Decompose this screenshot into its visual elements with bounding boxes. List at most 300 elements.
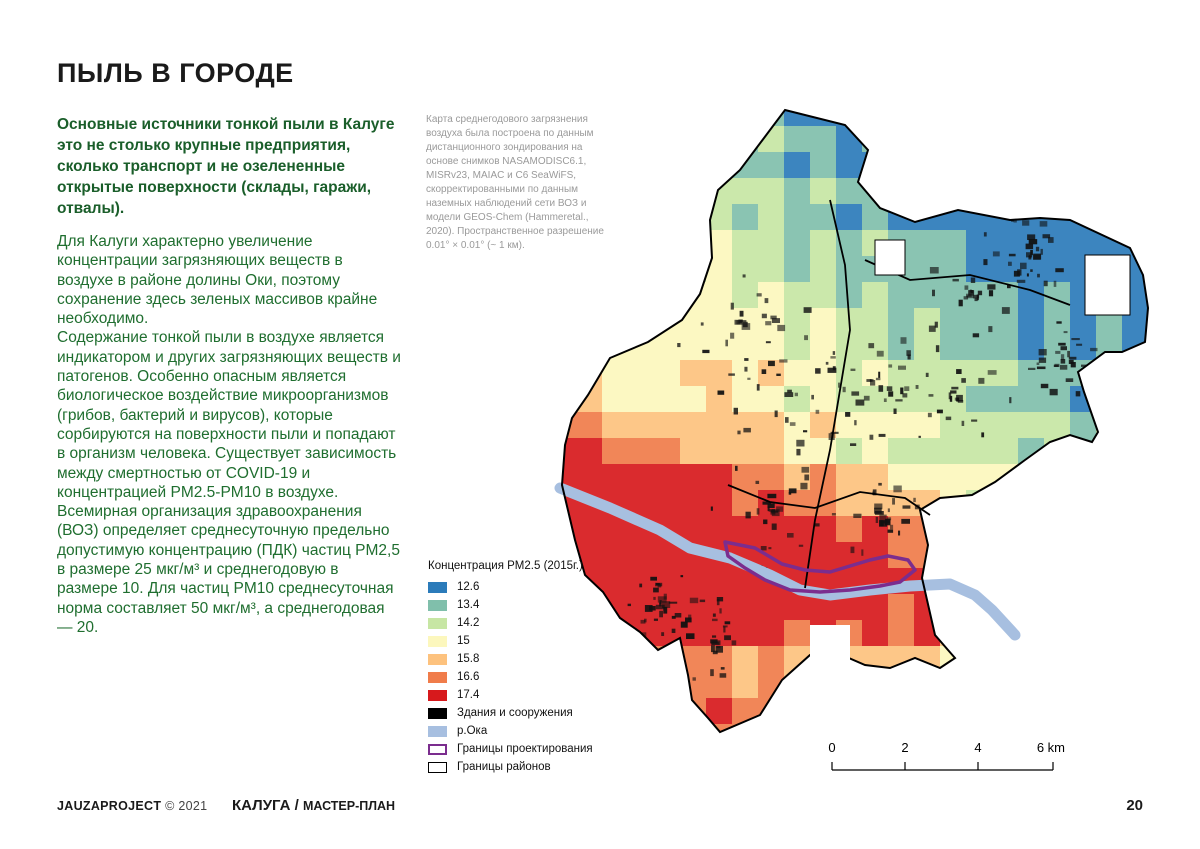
pm25-cell — [628, 256, 654, 282]
legend-swatch — [428, 582, 447, 593]
pm25-cell — [966, 620, 992, 646]
pm25-cell — [810, 672, 836, 698]
pm25-cell — [680, 672, 706, 698]
building — [712, 640, 721, 645]
pm25-cell — [836, 204, 862, 230]
pm25-cell — [628, 724, 654, 750]
building — [731, 303, 734, 310]
pm25-cell — [550, 204, 576, 230]
pm25-cell — [576, 438, 602, 464]
pm25-cell — [654, 178, 680, 204]
building — [1061, 359, 1066, 364]
pm25-cell — [680, 334, 706, 360]
pm25-cell — [654, 724, 680, 750]
pm25-cell — [654, 204, 680, 230]
building — [893, 486, 901, 493]
pm25-cell — [1018, 698, 1044, 724]
building — [658, 584, 662, 588]
pm25-cell — [966, 698, 992, 724]
pm25-cell — [602, 100, 628, 126]
pm25-cell — [1044, 568, 1070, 594]
pm25-cell — [706, 386, 732, 412]
legend-label: 13.4 — [457, 599, 480, 611]
pm25-cell — [966, 308, 992, 334]
building — [876, 517, 878, 523]
pm25-cell — [940, 464, 966, 490]
building — [1027, 273, 1029, 276]
building — [888, 391, 893, 396]
building — [1067, 351, 1070, 357]
scale-tick-label: 2 — [901, 740, 909, 755]
building — [880, 520, 883, 526]
pm25-cell — [914, 126, 940, 152]
building — [916, 385, 919, 389]
pm25-cell — [888, 152, 914, 178]
pm25-cell — [732, 516, 758, 542]
pm25-cell — [1044, 308, 1070, 334]
pm25-cell — [1096, 386, 1122, 412]
building — [901, 337, 907, 344]
pm25-cell — [784, 230, 810, 256]
building — [1071, 362, 1076, 367]
pm25-cell — [1070, 542, 1096, 568]
pm25-cell — [732, 438, 758, 464]
pm25-cell — [888, 308, 914, 334]
pm25-cell — [706, 100, 732, 126]
building — [653, 597, 655, 600]
building — [1008, 262, 1012, 266]
pm25-cell — [810, 698, 836, 724]
pm25-cell — [940, 100, 966, 126]
pm25-cell — [1018, 360, 1044, 386]
pm25-cell — [680, 204, 706, 230]
pm25-cell — [706, 438, 732, 464]
pm25-cell — [1148, 308, 1174, 334]
pm25-cell — [1096, 438, 1122, 464]
legend-swatch — [428, 726, 447, 737]
pm25-cell — [836, 152, 862, 178]
legend-swatch — [428, 762, 447, 773]
pm25-cell — [1096, 568, 1122, 594]
building — [765, 321, 771, 325]
building — [919, 436, 921, 438]
pm25-cell — [1096, 360, 1122, 386]
pm25-cell — [862, 282, 888, 308]
pm25-cell — [888, 360, 914, 386]
building — [864, 396, 870, 401]
pm25-cell — [992, 178, 1018, 204]
pm25-cell — [628, 126, 654, 152]
pm25-cell — [940, 672, 966, 698]
legend-swatch — [428, 744, 447, 755]
pm25-cell — [758, 386, 784, 412]
pm25-cell — [836, 360, 862, 386]
pm25-cell — [550, 386, 576, 412]
building — [811, 395, 814, 400]
pm25-cell — [628, 698, 654, 724]
pm25-cell — [940, 438, 966, 464]
building — [830, 356, 835, 359]
pm25-cell — [758, 438, 784, 464]
pm25-cell — [1122, 100, 1148, 126]
building — [929, 326, 936, 332]
pm25-cell — [654, 438, 680, 464]
building — [762, 314, 767, 319]
building — [870, 435, 874, 440]
pm25-cell — [732, 126, 758, 152]
pm25-cell — [680, 724, 706, 750]
pm25-cell — [940, 308, 966, 334]
building — [787, 390, 792, 393]
building — [968, 290, 974, 296]
pm25-cell — [1122, 126, 1148, 152]
pm25-cell — [914, 386, 940, 412]
pm25-cell — [1044, 672, 1070, 698]
pm25-cell — [1148, 542, 1174, 568]
legend-item-buildings — [428, 704, 628, 722]
building — [1056, 321, 1061, 323]
building — [894, 409, 897, 415]
pm25-cell — [940, 594, 966, 620]
legend-label: Границы проектирования — [457, 743, 593, 755]
pm25-cell — [1096, 152, 1122, 178]
building — [932, 290, 935, 297]
pm25-cell — [706, 282, 732, 308]
pm25-cell — [758, 412, 784, 438]
pm25-cell — [1122, 568, 1148, 594]
building — [978, 378, 984, 384]
pm25-cell — [576, 126, 602, 152]
pm25-cell — [654, 334, 680, 360]
pm25-cell — [1044, 594, 1070, 620]
pm25-cell — [888, 438, 914, 464]
pm25-cell — [706, 568, 732, 594]
pm25-cell — [1148, 464, 1174, 490]
building — [681, 575, 684, 577]
map-gap — [1085, 255, 1130, 315]
pm25-cell — [784, 412, 810, 438]
pm25-cell — [784, 594, 810, 620]
pm25-cell — [966, 230, 992, 256]
pm25-cell — [628, 152, 654, 178]
pm25-cell — [550, 360, 576, 386]
pm25-cell — [1044, 438, 1070, 464]
legend-label: 16.6 — [457, 671, 480, 683]
building — [743, 428, 751, 433]
pm25-cell — [1148, 230, 1174, 256]
pm25-cell — [992, 490, 1018, 516]
building — [1044, 281, 1048, 287]
building — [650, 577, 657, 581]
pm25-cell — [966, 152, 992, 178]
pm25-cell — [1148, 646, 1174, 672]
building — [868, 343, 874, 348]
building — [888, 508, 890, 512]
pm25-cell — [992, 334, 1018, 360]
pm25-cell — [1044, 152, 1070, 178]
building — [768, 547, 771, 549]
pm25-cell — [1096, 412, 1122, 438]
pm25-cell — [1148, 620, 1174, 646]
pm25-cell — [628, 672, 654, 698]
building — [761, 546, 767, 550]
pm25-cell — [888, 100, 914, 126]
building — [815, 368, 821, 374]
building — [718, 391, 725, 395]
pm25-cell — [1070, 100, 1096, 126]
building — [989, 290, 993, 296]
building — [789, 488, 797, 493]
building — [845, 412, 850, 417]
building — [1036, 247, 1039, 252]
pm25-cell — [654, 464, 680, 490]
pm25-cell — [914, 100, 940, 126]
building — [717, 599, 720, 605]
pm25-cell — [654, 698, 680, 724]
pm25-cell — [1018, 282, 1044, 308]
pm25-cell — [576, 334, 602, 360]
pm25-cell — [992, 516, 1018, 542]
building — [1055, 364, 1060, 367]
pm25-cell — [810, 230, 836, 256]
pm25-cell — [1122, 204, 1148, 230]
pm25-cell — [1122, 178, 1148, 204]
pm25-cell — [1018, 672, 1044, 698]
building — [732, 640, 737, 645]
pm25-cell — [680, 308, 706, 334]
building — [763, 520, 767, 525]
building — [851, 547, 855, 554]
pm25-cell — [992, 646, 1018, 672]
pm25-cell — [1148, 256, 1174, 282]
project-separator: / — [294, 797, 299, 814]
building — [1009, 254, 1016, 256]
pm25-cell — [1148, 516, 1174, 542]
building — [800, 483, 807, 490]
building — [879, 515, 886, 521]
building — [656, 605, 665, 610]
pm25-cell — [732, 334, 758, 360]
pm25-cell — [1018, 438, 1044, 464]
pm25-cell — [1070, 568, 1096, 594]
brand-name: JAUZAPROJECT — [57, 799, 162, 813]
pm25-cell — [654, 100, 680, 126]
pm25-cell — [628, 100, 654, 126]
pm25-cell — [1018, 308, 1044, 334]
building — [804, 475, 809, 481]
building — [987, 284, 995, 289]
pm25-cell — [1096, 698, 1122, 724]
pm25-cell — [758, 334, 784, 360]
building — [851, 369, 856, 371]
pm25-cell — [1096, 646, 1122, 672]
pm25-cell — [1096, 620, 1122, 646]
building — [710, 669, 714, 676]
pm25-cell — [1096, 464, 1122, 490]
lead-paragraph: Основные источники тонкой пыли в Калуге это не столько крупные предприятия, сколько транспорт и не озелененные открытые поверхности (склады, гаражи, отвалы). — [57, 116, 395, 217]
pm25-cell — [1018, 386, 1044, 412]
pm25-cell — [940, 490, 966, 516]
pm25-cell — [940, 152, 966, 178]
pm25-cell — [784, 126, 810, 152]
building — [645, 605, 653, 612]
building — [856, 400, 865, 406]
pm25-cell — [732, 490, 758, 516]
building — [901, 519, 910, 524]
pm25-cell — [1044, 620, 1070, 646]
legend-swatch — [428, 690, 447, 701]
building — [833, 351, 835, 355]
building — [879, 434, 886, 437]
pm25-cell — [550, 152, 576, 178]
pm25-cell — [602, 464, 628, 490]
pm25-cell — [888, 672, 914, 698]
pm25-cell — [888, 620, 914, 646]
building — [1017, 280, 1026, 283]
pm25-cell — [784, 724, 810, 750]
pm25-cell — [1122, 620, 1148, 646]
building — [776, 506, 783, 511]
building — [908, 355, 911, 360]
building — [888, 530, 894, 533]
pm25-cell — [966, 126, 992, 152]
pm25-cell — [602, 126, 628, 152]
pm25-cell — [1044, 542, 1070, 568]
page-title: ПЫЛЬ В ГОРОДЕ — [57, 58, 294, 88]
building — [712, 619, 718, 621]
pm25-cell — [732, 698, 758, 724]
building — [803, 430, 807, 432]
pm25-cell — [1096, 516, 1122, 542]
building — [686, 633, 695, 639]
building — [693, 677, 696, 680]
pm25-cell — [1148, 568, 1174, 594]
scale-tick-label: 6 km — [1036, 740, 1065, 755]
legend-class — [428, 614, 628, 632]
pm25-cell — [1096, 126, 1122, 152]
pm25-cell — [732, 672, 758, 698]
building — [900, 388, 903, 395]
pm25-cell — [628, 334, 654, 360]
pm25-cell — [1148, 698, 1174, 724]
building — [961, 378, 966, 383]
pm25-cell — [1148, 282, 1174, 308]
building — [1040, 221, 1048, 227]
pm25-cell — [758, 100, 784, 126]
project-city: КАЛУГА — [232, 797, 291, 814]
pm25-cell — [628, 412, 654, 438]
pm25-cell — [862, 308, 888, 334]
pm25-cell — [550, 282, 576, 308]
pm25-cell — [680, 438, 706, 464]
building — [772, 524, 777, 530]
building — [971, 278, 975, 284]
pm25-cell — [602, 282, 628, 308]
building — [796, 449, 800, 456]
pm25-cell — [862, 620, 888, 646]
pm25-cell — [758, 204, 784, 230]
legend-class — [428, 686, 628, 704]
building — [795, 393, 798, 397]
pm25-cell — [628, 438, 654, 464]
pm25-cell — [914, 620, 940, 646]
pm25-cell — [758, 646, 784, 672]
pm25-cell — [680, 100, 706, 126]
pm25-cell — [680, 464, 706, 490]
pm25-cell — [784, 490, 810, 516]
building — [744, 358, 748, 361]
pm25-cell — [888, 490, 914, 516]
pm25-cell — [992, 542, 1018, 568]
pm25-cell — [784, 178, 810, 204]
pm25-cell — [784, 204, 810, 230]
pm25-cell — [836, 516, 862, 542]
legend-label: 15.8 — [457, 653, 480, 665]
building — [946, 417, 952, 421]
pm25-cell — [888, 594, 914, 620]
pm25-cell — [784, 620, 810, 646]
pm25-cell — [1148, 438, 1174, 464]
copyright: © 2021 — [165, 799, 208, 813]
pm25-cell — [680, 490, 706, 516]
building — [1058, 343, 1066, 346]
project-doc: МАСТЕР-ПЛАН — [302, 799, 396, 813]
pm25-cell — [862, 100, 888, 126]
legend-title: Концентрация PM2.5 (2015г.) — [428, 560, 583, 572]
pm25-cell — [628, 464, 654, 490]
body-text — [57, 232, 402, 637]
building — [743, 322, 748, 327]
pm25-cell — [784, 516, 810, 542]
legend-class — [428, 578, 628, 596]
building — [1017, 269, 1021, 275]
building — [677, 343, 680, 347]
pm25-cell — [940, 698, 966, 724]
building — [898, 366, 906, 370]
pm25-cell — [576, 152, 602, 178]
building — [984, 232, 987, 236]
building — [735, 466, 738, 471]
pm25-cell — [810, 152, 836, 178]
building — [659, 611, 663, 618]
building — [892, 498, 895, 505]
pm25-cell — [1070, 698, 1096, 724]
pm25-cell — [1018, 594, 1044, 620]
building — [628, 604, 631, 606]
pm25-cell — [940, 204, 966, 230]
pm25-cell — [550, 126, 576, 152]
pm25-cell — [966, 490, 992, 516]
pm25-cell — [1148, 386, 1174, 412]
pm25-cell — [1044, 490, 1070, 516]
pm25-cell — [758, 282, 784, 308]
building — [747, 378, 750, 380]
building — [799, 545, 803, 547]
legend-label: р.Ока — [457, 725, 488, 737]
pm25-cell — [992, 438, 1018, 464]
building — [962, 421, 965, 426]
footer — [57, 799, 1143, 819]
building — [951, 387, 958, 390]
pm25-cell — [758, 724, 784, 750]
pm25-cell — [706, 672, 732, 698]
building — [903, 505, 911, 508]
building — [930, 267, 939, 274]
pm25-cell — [966, 178, 992, 204]
pm25-cell — [1044, 516, 1070, 542]
building — [702, 350, 709, 353]
pm25-cell — [680, 152, 706, 178]
